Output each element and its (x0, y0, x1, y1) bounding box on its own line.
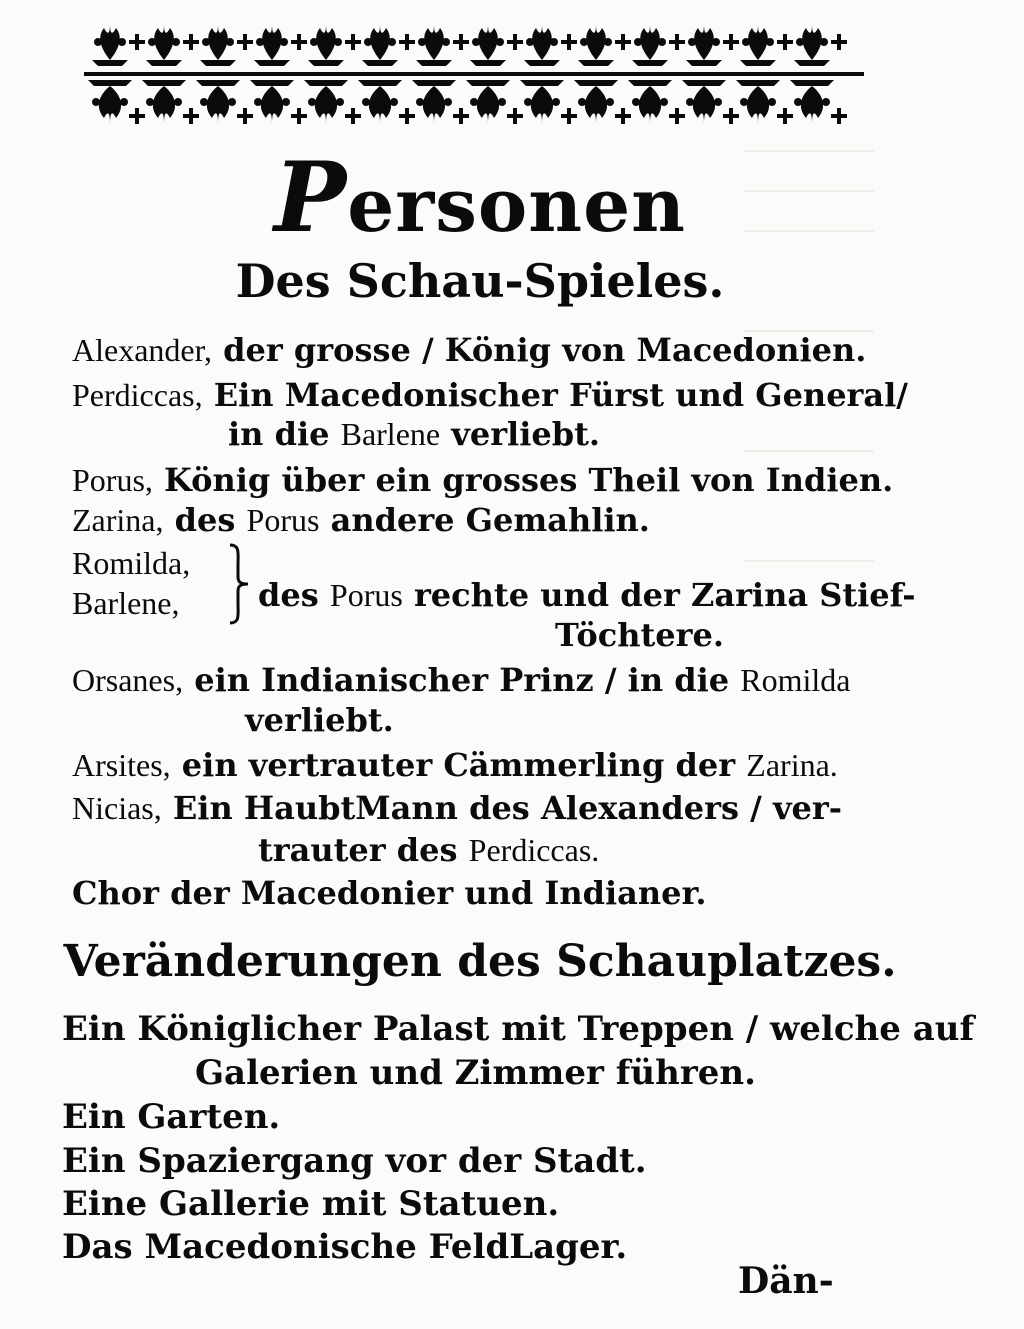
show-through (744, 560, 874, 562)
show-through (744, 450, 874, 452)
scene-line: Das Macedonische FeldLager. (62, 1227, 628, 1267)
brace-description: des Porus rechte und der Zarina Stief- (258, 576, 916, 614)
scene-line: Ein Garten. (62, 1097, 281, 1137)
chorus-line: Chor der Macedonier und Indianer. (72, 874, 707, 912)
scene-line: Ein Königlicher Palast mit Treppen / welche auf (62, 1009, 975, 1049)
person-line: Orsanes, ein Indianischer Prinz / in die Romilda (72, 661, 851, 699)
person-line: Zarina, des Porus andere Gemahlin. (72, 501, 650, 539)
page-subtitle: Des Schau-Spieles. (235, 254, 725, 308)
person-line: Arsites, ein vertrauter Cämmerling der Zarina. (72, 746, 838, 784)
curly-brace (228, 543, 250, 625)
title-rest: ersonen (347, 163, 686, 249)
person-line: Alexander, der grosse / König von Macedonien. (72, 331, 867, 369)
person-line: Nicias, Ein HaubtMann des Alexanders / ver- (72, 789, 843, 827)
page-title (0, 141, 960, 254)
brace-name: Barlene, (72, 585, 180, 621)
person-line: Porus, König über ein grosses Theil von Indien. (72, 461, 894, 499)
ornamental-headpiece (84, 20, 864, 138)
title-initial: P (274, 141, 348, 254)
person-line: Perdiccas, Ein Macedonischer Fürst und General/ (72, 376, 908, 414)
person-line-continued: trauter des Perdiccas. (258, 831, 600, 869)
catchword: Dän- (738, 1260, 834, 1302)
brace-description-continued: Töchtere. (555, 616, 724, 654)
person-line-continued: in die Barlene verliebt. (228, 415, 601, 453)
scene-line-continued: Galerien und Zimmer führen. (195, 1053, 756, 1093)
scene-line: Eine Gallerie mit Statuen. (62, 1184, 560, 1224)
person-line-continued: verliebt. (245, 701, 394, 739)
scene-line: Ein Spaziergang vor der Stadt. (62, 1141, 647, 1181)
section-heading: Veränderungen des Schauplatzes. (63, 936, 897, 987)
brace-name: Romilda, (72, 545, 191, 581)
